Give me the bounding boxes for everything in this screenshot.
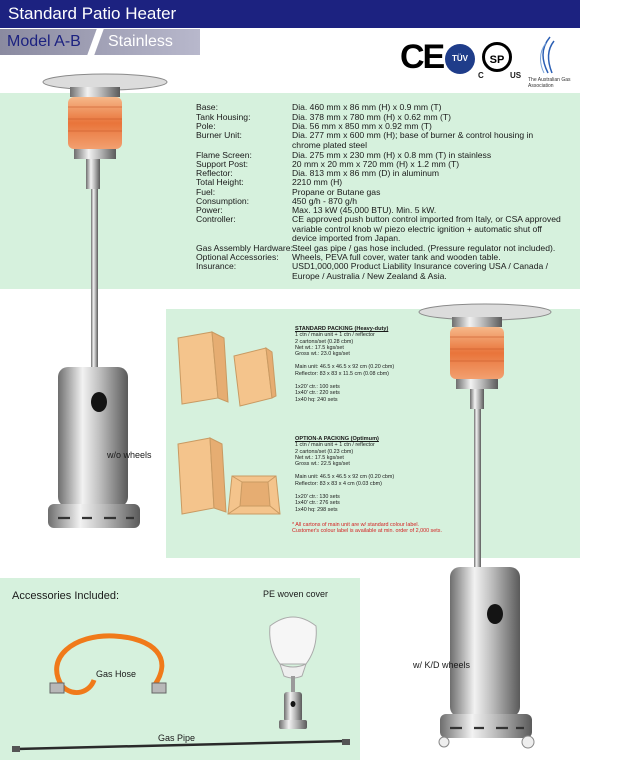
spec-label: Flame Screen: — [196, 150, 252, 160]
gas-hose-image — [44, 628, 174, 706]
tuv-logo: TÜV — [445, 44, 475, 74]
model-bar — [0, 29, 200, 55]
packing-line: 2 cartons/set (0.23 cbm) — [295, 448, 354, 455]
standard-packing-heading: STANDARD PACKING (Heavy-duty) — [295, 326, 389, 332]
page-title: Standard Patio Heater — [8, 4, 177, 23]
carton-illustrations — [172, 326, 284, 526]
spec-label: Support Post: — [196, 159, 249, 169]
title-bar — [0, 0, 580, 28]
spec-label: Optional Accessories: — [196, 252, 279, 262]
spec-label: Fuel: — [196, 187, 216, 197]
packing-line: 1 ctn / main unit + 1 ctn / reflector — [295, 332, 375, 339]
gas-hose-caption: Gas Hose — [96, 669, 137, 679]
spec-value: Max. 13 kW (45,000 BTU). Min. 5 kW. — [292, 205, 437, 215]
packing-line: Net wt.: 17.5 kgs/set — [295, 454, 344, 461]
csa-us-label: US — [510, 71, 522, 80]
spec-value: Dia. 277 mm x 600 mm (H); base of burner & control housing in chrome plated steel — [292, 130, 534, 150]
packing-line: 1x40 hq: 298 sets — [295, 506, 338, 513]
spec-label: Consumption: — [196, 196, 250, 206]
spec-label: Pole: — [196, 121, 216, 131]
spec-value: 2210 mm (H) — [292, 177, 343, 187]
packing-line: Reflector: 83 x 83 x 4 cm (0.03 cbm) — [295, 480, 382, 487]
cover-caption: PE woven cover — [263, 589, 329, 599]
packing-line: Gross wt.: 23.0 kgs/set — [295, 351, 350, 358]
spec-value: Dia. 56 mm x 850 mm x 0.92 mm (T) — [292, 121, 432, 131]
spec-label: Reflector: — [196, 168, 233, 178]
accessories-title: Accessories Included: — [12, 590, 119, 602]
spec-value: CE approved push button control imported from Italy, or CSA approved variable control knob w/ piezo electric ignition + automatic shut off device imported from Japan. — [292, 214, 561, 243]
spec-value: USD1,000,000 Product Liability Insurance covering USA / Canada / Europe / Australia / New Zealand & Asia. — [292, 261, 549, 281]
csa-c-label: C — [478, 71, 484, 80]
ce-mark-logo: CE — [400, 38, 444, 76]
spec-value: 20 mm x 20 mm x 720 mm (H) x 1.2 mm (T) — [292, 159, 460, 169]
packing-line: Gross wt.: 22.5 kgs/set — [295, 461, 350, 468]
pe-woven-cover-image — [262, 608, 324, 736]
option-a-packing-heading: OPTION-A PACKING (Optimum) — [295, 436, 379, 442]
packing-line: 2 cartons/set (0.28 cbm) — [295, 338, 354, 345]
spec-label: Insurance: — [196, 261, 237, 271]
spec-value: 450 g/h - 870 g/h — [292, 196, 357, 206]
spec-label: Burner Unit: — [196, 130, 242, 140]
packing-line: Main unit: 46.5 x 46.5 x 92 cm (0.20 cbm) — [295, 364, 395, 371]
spec-label: Total Height: — [196, 177, 244, 187]
spec-value: Dia. 275 mm x 230 mm (H) x 0.8 mm (T) in stainless — [292, 150, 492, 160]
model-label: Model A-B — [7, 33, 81, 50]
packing-line: Reflector: 83 x 83 x 11.5 cm (0.08 cbm) — [295, 370, 389, 377]
packing-line: 1 ctn / main unit + 1 ctn / reflector — [295, 442, 375, 449]
spec-label: Power: — [196, 205, 223, 215]
spec-value: Dia. 813 mm x 86 mm (D) in aluminum — [292, 168, 440, 178]
packing-line: 1x20' ctr.: 100 sets — [295, 384, 340, 391]
gas-pipe-caption: Gas Pipe — [158, 733, 196, 743]
spec-value: Steel gas pipe / gas hose included. (Pressure regulator not included). — [292, 243, 556, 253]
without-wheels-caption: w/o wheels — [107, 450, 152, 460]
packing-line: 1x40' ctr.: 220 sets — [295, 390, 340, 397]
packing-line: 1x20' ctr.: 130 sets — [295, 494, 340, 501]
spec-label: Gas Assembly Hardware: — [196, 243, 293, 253]
with-wheels-caption: w/ K/D wheels — [413, 660, 471, 670]
packing-line: 1x40 hq: 240 sets — [295, 396, 338, 403]
option-a-packing-block — [295, 436, 455, 513]
spec-value: Dia. 460 mm x 86 mm (H) x 0.9 mm (T) — [292, 102, 442, 112]
spec-value: Propane or Butane gas — [292, 187, 381, 197]
packing-line: Main unit: 46.5 x 46.5 x 92 cm (0.20 cbm) — [295, 474, 395, 481]
csa-logo: SP — [482, 42, 512, 72]
aga-flame-icon — [536, 35, 560, 75]
spec-label: Controller: — [196, 214, 236, 224]
bar-separator — [87, 29, 103, 55]
spec-label: Tank Housing: — [196, 112, 251, 122]
packing-line: Net wt.: 17.5 kgs/set — [295, 344, 344, 351]
finish-label: Stainless — [108, 33, 173, 50]
spec-value: Dia. 378 mm x 780 mm (H) x 0.62 mm (T) — [292, 112, 452, 122]
packing-line: 1x40' ctr.: 276 sets — [295, 500, 340, 507]
spec-value: Wheels, PEVA full cover, water tank and wooden table. — [292, 252, 501, 262]
packing-note: * All cartons of main unit are w/ standard colour label. Customer's colour label is available at min. order of 2,000 sets. — [292, 522, 442, 535]
aga-logo-text: The Australian Gas Association — [528, 77, 571, 89]
heater-without-wheels-image — [30, 72, 180, 542]
spec-label: Base: — [196, 102, 218, 112]
standard-packing-block — [295, 326, 455, 403]
